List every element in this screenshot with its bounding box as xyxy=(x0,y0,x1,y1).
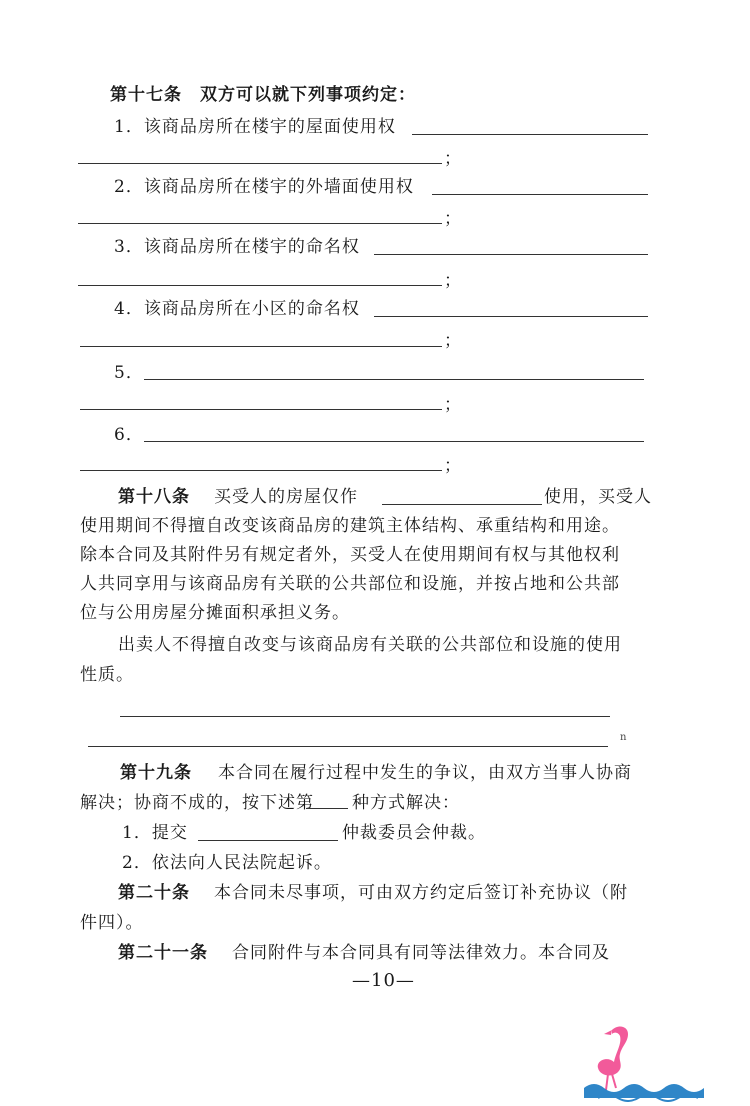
article-19-heading: 第十九条 xyxy=(120,763,192,783)
flamingo-logo-icon xyxy=(578,1022,708,1102)
article-20-line-2: 件四）。 xyxy=(80,913,144,933)
article-18-line-2: 使用期间不得擅自改变该商品房的建筑主体结构、承重结构和用途。 xyxy=(80,516,620,536)
margin-mark: n xyxy=(620,732,627,743)
fill-line xyxy=(80,346,442,347)
blank-line xyxy=(88,746,608,747)
article-19-option-1a: 1．提交 xyxy=(122,823,188,843)
article-18-line-5: 位与公用房屋分摊面积承担义务。 xyxy=(80,603,350,623)
article-17-item-4: 4．该商品房所在小区的命名权 xyxy=(114,299,360,319)
article-18-para2-line-2: 性质。 xyxy=(80,665,134,685)
fill-line xyxy=(80,470,442,471)
article-19-line-2b: 种方式解决： xyxy=(352,793,460,813)
article-20-line-1: 本合同未尽事项，可由双方约定后签订补充协议（附 xyxy=(214,883,628,903)
article-17-item-1: 1．该商品房所在楼宇的屋面使用权 xyxy=(114,117,396,137)
article-17-item-2: 2．该商品房所在楼宇的外墙面使用权 xyxy=(114,177,414,197)
fill-line xyxy=(432,194,648,195)
water-waves-icon xyxy=(584,1084,704,1101)
article-18-para2-line-1: 出卖人不得擅自改变与该商品房有关联的公共部位和设施的使用 xyxy=(118,635,622,655)
semicolon: ； xyxy=(444,456,461,476)
article-21-line-1: 合同附件与本合同具有同等法律效力。本合同及 xyxy=(232,943,610,963)
article-18-line-4: 人共同享用与该商品房有关联的公共部位和设施，并按占地和公共部 xyxy=(80,574,620,594)
fill-line xyxy=(412,134,648,135)
fill-line xyxy=(78,163,442,164)
article-21-heading: 第二十一条 xyxy=(118,943,208,963)
fill-line xyxy=(80,409,442,410)
semicolon: ； xyxy=(444,271,461,291)
semicolon: ； xyxy=(444,331,461,351)
fill-line xyxy=(144,379,644,380)
fill-line xyxy=(374,254,648,255)
article-19-line-1: 本合同在履行过程中发生的争议，由双方当事人协商 xyxy=(218,763,632,783)
article-17-item-3: 3．该商品房所在楼宇的命名权 xyxy=(114,237,360,257)
fill-line xyxy=(306,808,348,809)
semicolon: ； xyxy=(444,395,461,415)
semicolon: ； xyxy=(444,209,461,229)
article-18-line-1b: 使用，买受人 xyxy=(544,487,652,507)
article-18-line-1a: 买受人的房屋仅作 xyxy=(214,487,358,507)
fill-line xyxy=(382,504,542,505)
blank-line xyxy=(120,716,610,717)
article-19-line-2a: 解决；协商不成的，按下述第 xyxy=(80,793,314,813)
article-17-heading: 第十七条 双方可以就下列事项约定： xyxy=(110,85,416,105)
fill-line xyxy=(144,441,644,442)
fill-line xyxy=(374,316,648,317)
article-18-line-3: 除本合同及其附件另有规定者外，买受人在使用期间有权与其他权利 xyxy=(80,545,620,565)
flamingo-icon xyxy=(598,1027,628,1090)
article-17-item-6: 6． xyxy=(114,425,144,445)
article-19-option-1b: 仲裁委员会仲裁。 xyxy=(342,823,486,843)
article-17-item-5: 5． xyxy=(114,363,144,383)
article-18-heading: 第十八条 xyxy=(118,487,190,507)
fill-line xyxy=(78,223,442,224)
article-20-heading: 第二十条 xyxy=(118,883,190,903)
semicolon: ； xyxy=(444,149,461,169)
fill-line xyxy=(198,840,338,841)
article-19-option-2: 2．依法向人民法院起诉。 xyxy=(122,853,332,873)
fill-line xyxy=(78,285,442,286)
page-number: —10— xyxy=(352,970,415,991)
